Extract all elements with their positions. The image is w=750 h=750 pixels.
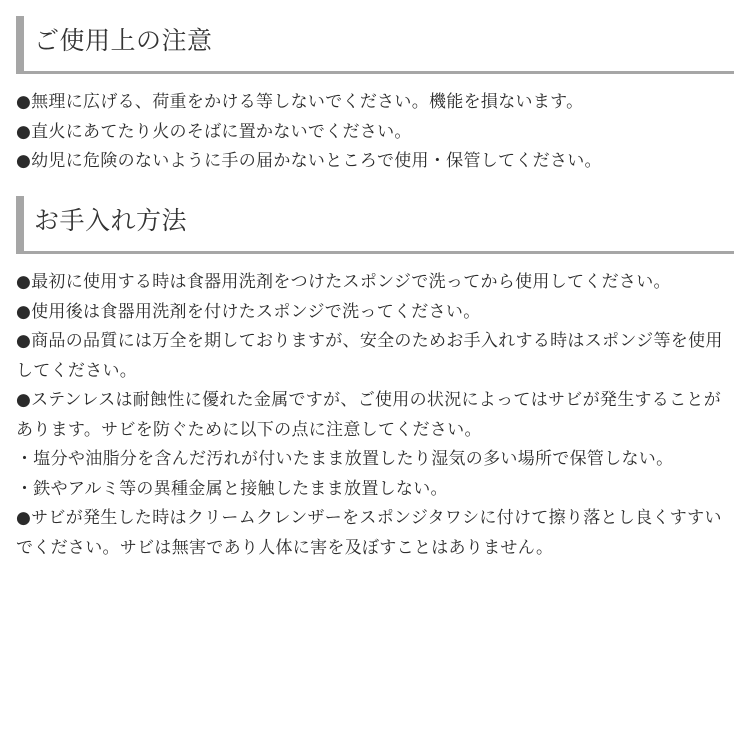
- list-item: ・塩分や油脂分を含んだ汚れが付いたまま放置したり湿気の多い場所で保管しない。: [16, 449, 674, 469]
- heading-underline: [16, 251, 734, 254]
- care-list: [16, 268, 734, 563]
- list-item: ・鉄やアルミ等の異種金属と接触したまま放置しない。: [16, 478, 448, 499]
- section-title: ご使用上の注意: [34, 26, 213, 55]
- list-item: ●無理に広げる、荷重をかける等しないでください。機能を損ないます。: [16, 92, 584, 112]
- list-item: ●最初に使用する時は食器用洗剤をつけたスポンジで洗ってから使用してください。: [16, 272, 671, 292]
- section-care-instructions: [16, 196, 734, 563]
- list-item: ●使用後は食器用洗剤を付けたスポンジで洗ってください。: [16, 301, 481, 322]
- list-item: ●サビが発生した時はクリームクレンザーをスポンジタワシに付けて擦り落とし良くすすいでください。サビは無害であり人体に害を及ぼすことはありません。: [16, 508, 722, 558]
- list-item: ●商品の品質には万全を期しておりますが、安全のためお手入れする時はスポンジ等を使用してください。: [16, 331, 723, 381]
- list-item: ●直火にあてたり火のそばに置かないでください。: [16, 121, 412, 142]
- section-title: お手入れ方法: [34, 206, 188, 235]
- list-item: ●ステンレスは耐蝕性に優れた金属ですが、ご使用の状況によってはサビが発生することがあります。サビを防ぐために以下の点に注意してください。: [16, 390, 722, 440]
- section-usage-precautions: [16, 16, 734, 177]
- heading-underline: [16, 71, 734, 74]
- precaution-list: [16, 88, 734, 177]
- section-heading: [16, 196, 734, 254]
- section-heading: [16, 16, 734, 74]
- list-item: ●幼児に危険のないように手の届かないところで使用・保管してください。: [16, 151, 602, 171]
